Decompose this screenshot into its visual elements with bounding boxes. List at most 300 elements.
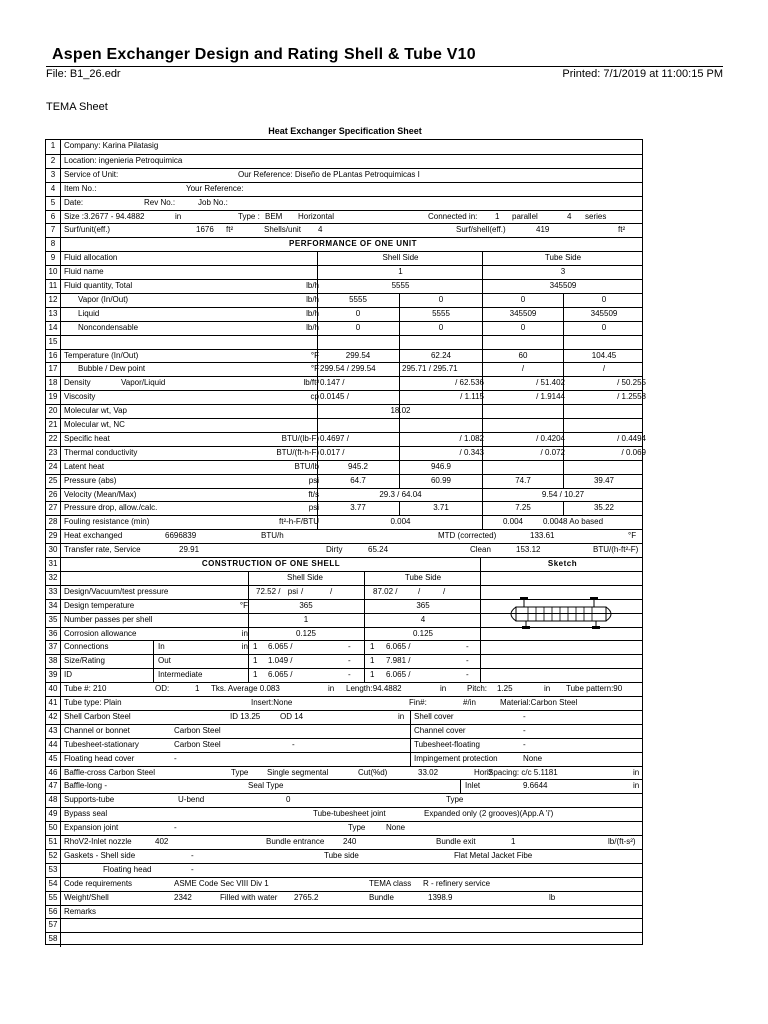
cell-d: 345509 — [590, 308, 618, 318]
column-divider — [563, 336, 564, 350]
cell-unit: lb/ft³ — [303, 378, 319, 388]
cell-a: 5555 — [349, 294, 367, 304]
row-number: 28 — [46, 516, 61, 530]
cell-a: 0 — [355, 308, 361, 318]
cell-a3: / — [330, 586, 333, 596]
cell-d: 39.47 — [593, 475, 615, 485]
cell-label: Temperature (In/Out) — [64, 350, 139, 360]
column-divider — [563, 461, 564, 475]
cell-dirty: Dirty — [326, 545, 343, 555]
cell-finu: #/in — [463, 698, 476, 707]
cell-b3: - — [466, 670, 469, 680]
cell-tj: Tube-tubesheet joint — [313, 809, 386, 819]
cell-a: 1 — [303, 614, 309, 624]
cell-unit: ft/s — [308, 489, 319, 499]
cell-c: 74.7 — [515, 475, 531, 485]
cell-b: 62.24 — [430, 350, 452, 360]
cell-b: 3.71 — [433, 503, 449, 513]
cell-label: Noncondensable — [78, 322, 139, 332]
cell-in: in — [398, 711, 405, 721]
table-row — [46, 932, 642, 947]
cell-label: Molecular wt, NC — [64, 420, 125, 429]
cell-dash: - — [292, 739, 295, 749]
cell-a1: 1 — [253, 642, 258, 652]
cell-in: in — [633, 781, 640, 791]
cell-bundlev: 1398.9 — [428, 892, 453, 902]
table-row — [46, 279, 642, 294]
cell-label: Supports-tube — [64, 795, 115, 805]
header-rule — [46, 66, 723, 67]
cell-u: BTU/h — [261, 531, 284, 541]
column-divider — [364, 669, 365, 683]
column-divider — [248, 669, 249, 683]
cell-sub: Vapor/Liquid — [121, 378, 166, 388]
cell-d: / 0.069 — [621, 447, 646, 457]
cell-a: 0 — [355, 322, 361, 332]
row-number: 21 — [46, 419, 61, 433]
cell-u: lb/(ft-s²) — [608, 837, 636, 846]
cell-unit: lb/h — [306, 294, 319, 304]
cell-spuv: 4 — [318, 225, 323, 235]
cell-title: PERFORMANCE OF ONE UNIT — [289, 239, 417, 249]
cell-sps: Surf/shell(eff.) — [456, 225, 506, 235]
row-number: 43 — [46, 725, 61, 739]
app-title: Aspen Exchanger Design and Rating — [52, 46, 339, 63]
cell-b: 0.125 — [412, 628, 434, 638]
row-number: 31 — [46, 558, 61, 572]
cell-fin: Fin#: — [409, 698, 427, 707]
cell-label: ID — [64, 670, 72, 680]
cell-label: Shell Carbon Steel — [64, 711, 131, 721]
cell-label: Bubble / Dew point — [78, 364, 146, 374]
row-number: 46 — [46, 767, 61, 781]
column-divider — [410, 725, 411, 739]
cell-sub: Intermediate — [158, 670, 203, 680]
column-divider — [364, 586, 365, 600]
cell-b: 60.99 — [430, 475, 452, 485]
cell-mtdv: 133.61 — [530, 531, 555, 541]
column-divider — [480, 669, 481, 683]
cell-unit: lb/h — [306, 322, 319, 332]
cell-type: Type — [348, 823, 366, 833]
cell-label: Design temperature — [64, 600, 135, 610]
cell-u: lb — [549, 892, 556, 902]
cell-v: 6696839 — [165, 531, 197, 541]
cell-typev: Single segmental — [267, 767, 329, 777]
table-row — [46, 724, 642, 739]
cell-v: 1676 — [196, 225, 214, 235]
column-divider — [410, 711, 411, 725]
row-number: 53 — [46, 864, 61, 878]
column-divider — [482, 419, 483, 433]
cell-type: Type — [231, 767, 249, 777]
row-number: 15 — [46, 336, 61, 350]
cell-label: Channel or bonnet — [64, 725, 130, 735]
cell-shell: 1 — [398, 267, 403, 277]
cell-mtdu: °F — [628, 531, 637, 541]
cell-label: Floating head cover — [64, 753, 135, 763]
cell-label: Density — [64, 378, 91, 388]
cell-coverv: - — [523, 725, 526, 735]
row-number: 13 — [46, 308, 61, 322]
column-divider — [364, 655, 365, 669]
table-row — [46, 557, 642, 572]
cell-in2: in — [440, 684, 447, 694]
cell-b1: 1 — [370, 656, 375, 666]
cell-type: Type : — [238, 211, 260, 221]
cell-a2: / — [301, 586, 304, 596]
cell-label: Pressure drop, allow./calc. — [64, 503, 158, 513]
row-number: 55 — [46, 892, 61, 906]
cell-b: / 1.115 — [460, 392, 484, 402]
cell-label: Molecular wt, Vap — [64, 406, 127, 416]
cell-b: 295.71 / 295.71 — [402, 364, 458, 374]
cell-label: Remarks — [64, 906, 97, 916]
row-number: 26 — [46, 489, 61, 503]
cell-label: Vapor (In/Out) — [78, 294, 129, 304]
cell-dash: - — [174, 753, 177, 763]
row-number: 27 — [46, 502, 61, 516]
cell-b: 4 — [420, 614, 426, 624]
row-number: 25 — [46, 475, 61, 489]
cell-mat: Carbon Steel — [174, 725, 221, 735]
cell-b2: 6.065 / — [386, 670, 411, 680]
cell-clean: Clean — [470, 545, 491, 555]
cell-label: Tubesheet-stationary — [64, 739, 139, 749]
cell-mtd: MTD (corrected) — [438, 531, 497, 541]
cell-a: 72.52 / — [256, 586, 281, 596]
row-number: 52 — [46, 850, 61, 864]
column-divider — [364, 641, 365, 655]
cell-a: 3.77 — [350, 503, 366, 513]
row-number: 2 — [46, 155, 61, 169]
cell-c: / 51.402 — [536, 378, 565, 388]
table-row — [46, 223, 642, 238]
cell-ser: series — [585, 211, 607, 221]
cell-label: Velocity (Mean/Max) — [64, 489, 137, 499]
row-number: 32 — [46, 572, 61, 586]
cell-seal: Seal Type — [248, 781, 284, 791]
table-row — [46, 710, 642, 725]
cell-b: 365 — [416, 600, 430, 610]
row-number: 51 — [46, 836, 61, 850]
table-row — [46, 668, 642, 683]
row-number: 35 — [46, 614, 61, 628]
cell-unit: psi — [308, 503, 319, 513]
cell-len: Length:94.4882 — [346, 684, 402, 694]
cell-label: Design/Vacuum/test pressure — [64, 586, 169, 596]
row-number: 40 — [46, 683, 61, 697]
cell-label: Fluid quantity, Total — [64, 281, 133, 290]
row-number: 19 — [46, 391, 61, 405]
cell-in: in — [633, 767, 640, 777]
cell-mat: Carbon Steel — [174, 739, 221, 749]
cell-d: / 1.2558 — [617, 392, 646, 402]
cell-label: Bypass seal — [64, 809, 108, 819]
cell-a3: - — [348, 642, 351, 652]
table-row — [46, 766, 642, 781]
cell-b1: 1 — [370, 642, 375, 652]
cell-bundle: Bundle — [369, 892, 394, 902]
table-row — [46, 488, 642, 503]
cell-b: 0 — [438, 322, 444, 332]
cell-ts: Tube side — [324, 850, 359, 860]
cell-label: Size :3.2677 - 94.4882 — [64, 211, 145, 221]
cell-dirtyv: 65.24 — [368, 545, 389, 555]
cell-tube: 3 — [560, 267, 566, 277]
table-row — [46, 390, 646, 405]
cell-bx: Bundle exit — [436, 837, 476, 846]
cell-bem: BEM — [265, 211, 283, 221]
cell-label: Floating head — [103, 864, 152, 874]
cell-one: 1 — [495, 211, 500, 221]
column-divider — [410, 753, 411, 767]
cell-shell: 5555 — [391, 281, 410, 290]
table-row — [46, 738, 642, 753]
cell-cover: Shell cover — [414, 711, 454, 721]
cell-b: / 0.343 — [459, 447, 484, 457]
table-row — [46, 321, 642, 336]
cell-unit: ft²-h-F/BTU — [279, 517, 319, 527]
cell-in3: in — [544, 684, 551, 694]
row-number: 17 — [46, 363, 61, 377]
column-divider — [248, 655, 249, 669]
table-row — [46, 515, 642, 530]
cell-inlet: Inlet — [465, 781, 481, 791]
cell-bxv: 1 — [511, 837, 516, 846]
cell-label: Connections — [64, 642, 109, 652]
cell-b2: 6.065 / — [386, 642, 411, 652]
cell-label: Size/Rating — [64, 656, 105, 666]
row-number: 48 — [46, 794, 61, 808]
table-row — [46, 293, 642, 308]
cell-cover: Tubesheet-floating — [414, 739, 480, 749]
cell-label: Code requirements — [64, 878, 133, 888]
table-row — [46, 682, 642, 697]
cell-b: / 62.536 — [455, 378, 484, 388]
column-divider — [563, 419, 564, 433]
cell-label: Pressure (abs) — [64, 475, 117, 485]
cell-dash: - — [191, 850, 194, 860]
cell-label: Fouling resistance (min) — [64, 517, 150, 527]
table-row — [46, 543, 642, 558]
cell-type: Type — [446, 795, 464, 805]
cell-a: 0.0145 / — [320, 392, 349, 402]
row-number: 37 — [46, 641, 61, 655]
cell-odv: 1 — [195, 684, 200, 694]
table-row — [46, 335, 642, 350]
table-row — [46, 349, 642, 364]
row-number: 3 — [46, 169, 61, 183]
cell-unit: cp — [310, 392, 319, 402]
table-row — [46, 182, 642, 197]
row-number: 45 — [46, 753, 61, 767]
cell-tema: TEMA class — [369, 878, 412, 888]
row-number: 49 — [46, 808, 61, 822]
cell-a3: - — [348, 670, 351, 680]
cell-a: 18.02 — [390, 406, 411, 416]
cell-label: Number passes per shell — [64, 614, 153, 624]
cell-c: / 0.4204 — [536, 433, 565, 443]
cell-od: OD 14 — [280, 711, 304, 721]
cell-coverv: - — [523, 711, 526, 721]
cell-label: Location: ingenieria Petroquimica — [64, 155, 183, 165]
table-row — [46, 140, 642, 154]
table-row — [46, 877, 642, 892]
cell-impv: None — [523, 753, 543, 763]
cell-label: Fluid name — [64, 267, 104, 277]
cell-label: Viscosity — [64, 392, 96, 402]
cell-a: 299.54 — [345, 350, 371, 360]
table-row — [46, 918, 642, 933]
table-row — [46, 793, 642, 808]
cell-tsv: Flat Metal Jacket Fibe — [454, 850, 533, 860]
cell-b: / 1.082 — [459, 433, 484, 443]
row-number: 57 — [46, 919, 61, 933]
cell-label: Item No.: — [64, 183, 97, 193]
cell-a: 0.017 / — [320, 447, 345, 457]
cell-v: 402 — [155, 837, 169, 846]
cell-b3: - — [466, 642, 469, 652]
cell-d: 0.0048 Ao based — [543, 517, 604, 527]
table-row — [46, 210, 642, 225]
cell-unit: psi — [287, 586, 298, 596]
cell-cover: Channel cover — [414, 725, 466, 735]
table-row — [46, 571, 642, 586]
table-row — [46, 460, 642, 475]
row-number: 30 — [46, 544, 61, 558]
cell-tube: 345509 — [549, 281, 577, 290]
cell-b: 946.9 — [430, 461, 452, 471]
cell-d: 0 — [601, 294, 607, 304]
cell-od: OD: — [155, 684, 170, 694]
row-number: 23 — [46, 447, 61, 461]
cell-a1: 1 — [253, 656, 258, 666]
row-number: 7 — [46, 224, 61, 238]
cell-unit: °F — [239, 600, 248, 610]
row-number: 41 — [46, 697, 61, 711]
cell-bev: 240 — [343, 837, 357, 846]
cell-tube: Tube Side — [544, 253, 582, 263]
cell-coverv: - — [523, 739, 526, 749]
cell-ref: Your Reference: — [186, 183, 244, 193]
row-number: 42 — [46, 711, 61, 725]
cell-c: 60 — [518, 350, 528, 360]
cell-unit: lb/h — [306, 281, 319, 290]
document-title — [52, 46, 339, 64]
cell-label: Tube #: 210 — [64, 684, 107, 694]
cell-four: 4 — [567, 211, 572, 221]
cell-label: Baffle-cross Carbon Steel — [64, 767, 156, 777]
table-row — [46, 779, 642, 794]
cell-label: Transfer rate, Service — [64, 545, 141, 555]
cell-pitch: Pitch: — [467, 684, 488, 694]
cell-v: ASME Code Sec VIII Div 1 — [174, 878, 269, 888]
table-row — [46, 905, 642, 920]
cell-c: 345509 — [509, 308, 537, 318]
row-number: 10 — [46, 266, 61, 280]
row-number: 38 — [46, 655, 61, 669]
cell-u: BTU/(h-ft²-F) — [593, 545, 639, 555]
cell-u2: ft² — [618, 225, 626, 235]
column-divider — [480, 586, 481, 600]
cell-sub: In — [158, 642, 165, 652]
cell-title: CONSTRUCTION OF ONE SHELL — [201, 559, 341, 568]
cell-label: Weight/Shell — [64, 892, 109, 902]
cell-c: / 1.9144 — [536, 392, 565, 402]
table-row — [46, 696, 642, 711]
cell-label: Thermal conductivity — [64, 447, 138, 457]
column-divider — [480, 641, 481, 655]
cell-mat: Material:Carbon Steel — [500, 698, 578, 707]
cell-label: Specific heat — [64, 433, 110, 443]
cell-c: 0 — [520, 322, 526, 332]
cell-label: Corrosion allowance — [64, 628, 137, 638]
cell-a2: 6.065 / — [268, 670, 293, 680]
cell-tube: Tube Side — [404, 572, 442, 582]
column-divider — [317, 419, 318, 433]
cell-c: / 0.072 — [540, 447, 565, 457]
row-number: 5 — [46, 197, 61, 211]
cell-par: parallel — [512, 211, 538, 221]
cell-conn: Connected in: — [428, 211, 478, 221]
cell-v: 2342 — [174, 892, 192, 902]
cell-b3: / — [443, 586, 446, 596]
column-divider — [410, 739, 411, 753]
row-number: 6 — [46, 211, 61, 225]
table-row — [46, 376, 646, 391]
table-row — [46, 404, 642, 419]
cell-b: 87.02 / — [373, 586, 398, 596]
cell-c: 7.25 — [515, 503, 531, 513]
spec-sheet-title: Heat Exchanger Specification Sheet — [268, 126, 422, 136]
table-row — [46, 529, 642, 544]
cell-sketch: Sketch — [547, 559, 578, 568]
cell-a2: 6.065 / — [268, 642, 293, 652]
tema-sheet-label: TEMA Sheet — [46, 101, 108, 113]
cell-label: Company: Karina Pilatasig — [64, 141, 159, 150]
table-row — [46, 821, 642, 836]
cell-unit: BTU/(ft-h-F) — [276, 447, 319, 457]
cell-c: / — [521, 364, 525, 374]
table-row — [46, 237, 642, 252]
table-row — [46, 154, 642, 169]
cell-label: Expansion joint — [64, 823, 119, 833]
cell-label: Service of Unit: — [64, 169, 119, 179]
cell-ubv: 0 — [286, 795, 291, 805]
cell-d: / — [602, 364, 606, 374]
cell-ub: U-bend — [178, 795, 205, 805]
cell-unit: lb/h — [306, 308, 319, 318]
cell-unit: BTU/(lb-F) — [281, 433, 319, 443]
row-number: 50 — [46, 822, 61, 836]
row-number: 14 — [46, 322, 61, 336]
row-number: 54 — [46, 878, 61, 892]
cell-d: / 50.255 — [617, 378, 646, 388]
cell-d: 0 — [601, 322, 607, 332]
row-number: 12 — [46, 294, 61, 308]
cell-shell: Shell Side — [286, 572, 324, 582]
cell-in1: in — [328, 684, 335, 694]
cell-a2: 1.049 / — [268, 656, 293, 666]
cell-b: 0 — [438, 294, 444, 304]
cell-label: Surf/unit(eff.) — [64, 225, 111, 235]
cell-spu: Shells/unit — [264, 225, 301, 235]
cell-a: 365 — [299, 600, 313, 610]
table-row — [46, 446, 646, 461]
cell-unit: °F — [310, 364, 319, 374]
cell-a: 64.7 — [350, 475, 366, 485]
